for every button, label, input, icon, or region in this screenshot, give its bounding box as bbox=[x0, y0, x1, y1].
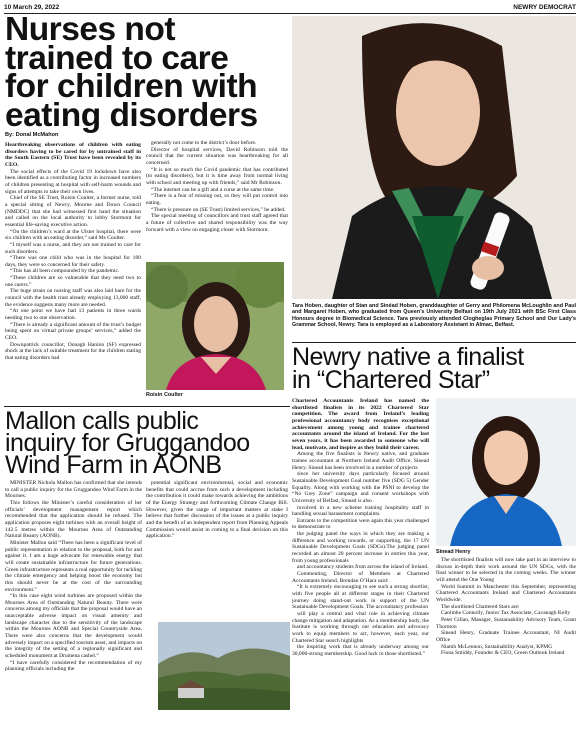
paragraph: The shortlisted Chartered Stars are: bbox=[441, 603, 520, 610]
headline-line: Wind Farm in AONB bbox=[5, 451, 222, 479]
headline-line: inquiry for Gruggandoo bbox=[5, 429, 250, 457]
paragraph: Peter Gillan, Manager, Sustainability Advisory Team, Grant Thornton bbox=[436, 616, 576, 630]
paragraph: “The internet can be a gift and a curse at the same time. bbox=[151, 186, 275, 193]
paragraph: Entrants to the competition were again this year challenged to demonstrate to bbox=[292, 517, 429, 531]
paragraph: “In this case eight wind turbines are proposed within the Mournes Area of Outstanding Natural Beauty. There were concerns among my officials that the proposal would have an unacceptable adverse impact on visual amenity and landscape character due to the sensitivity of the landscape within the Mournes AONB and Special Countryside Area. There were also concerns that the development would adversely impact on a specified tourism asset, and impacts on the integrity of the setting of a regionally significant and scheduled monument at Drumena cashel.” bbox=[5, 593, 142, 660]
paragraph: “There was one child who was in the hospital for 100 days, they were so concerned for their safety. bbox=[5, 255, 141, 268]
nurses-column-1 bbox=[5, 142, 141, 408]
mallon-column-1 bbox=[5, 480, 142, 732]
newry-headline bbox=[292, 343, 576, 394]
paragraph: “It is extremely encouraging to see such a strong shortlist, with five people all at different stages in their Chartered journey doing stand-out work in support of the UN Sustainable Development Goals. The accountancy profession bbox=[292, 584, 429, 611]
mallon-headline bbox=[5, 407, 295, 479]
paragraph: “It is not so much the Covid pandemic that has contributed (to eating disorders), but it is time away from normal living with school and meeting up with friends,” said Mr Robinson. bbox=[146, 166, 288, 186]
paragraph: “I myself was a nurse, and they are not trained to care for such disorders. bbox=[5, 241, 141, 255]
paragraph: “On the children’s ward at the Ulster hospital, there were six children with an eating disorder,” said Ms Coulter. bbox=[5, 228, 141, 242]
nurses-headline bbox=[5, 11, 305, 134]
landscape-image bbox=[158, 622, 290, 710]
paragraph: “I have carefully considered the recommendation of my planning officials including the bbox=[5, 659, 142, 673]
paragraph: The shortlisted finalists will now take part in an interview to discuss in-depth their work around the UN SDGs, with the final winner to be selected in the coming weeks. The winner will attend the One Young bbox=[436, 557, 576, 583]
headline-line: Mallon calls public bbox=[5, 407, 199, 435]
mallon-column-2 bbox=[146, 480, 288, 560]
paragraph: The social effects of the Covid 19 lockdown have also been identified as a contributing factor in increased numbers of children presenting at hospital with self-harm wounds and signs of attempts to take their own lives. bbox=[5, 168, 141, 195]
paragraph: “At one point we have had 13 patients in three wards needing two to one observation. bbox=[5, 308, 141, 322]
paragraph: generally not come to the district’s door before. bbox=[151, 140, 257, 146]
paragraph: and accountancy students from across the island of Ireland. bbox=[297, 564, 429, 571]
paragraph: “There is a fear of missing out, so they will put control into eating. bbox=[146, 193, 288, 206]
paragraph: involved in a new scheme training hospitality staff in handling sexual harassment complaints. bbox=[292, 504, 429, 518]
roisin-caption: Roisin Coulter bbox=[146, 392, 183, 398]
paragraph: Minister Mallon said “There has been a significant level of public representation in relation to the proposal, both for and against it. I am a huge advocate for renewable energy that will create sustainable infrastructure for future generations. Green infrastructure represents a real opportunity for tackling the climate emergency and helping boost the economy but this should never be at the cost of the surrounding environment.” bbox=[5, 539, 142, 593]
paragraph: Commenting, Director of Members at Chartered Accountants Ireland, Brendan O’Hara said: bbox=[292, 571, 429, 584]
portrait-image bbox=[146, 262, 284, 390]
nurses-byline: By: Donal McMahon bbox=[5, 132, 59, 138]
page-date: 10 March 29, 2022 bbox=[4, 4, 60, 11]
paragraph: “There is already a significant amount of the trust’s budget being spent on virtual private groups’ services,” added the CEO. bbox=[5, 321, 141, 342]
headline-line: trained to care bbox=[5, 39, 229, 77]
paragraph: Chief of the SE Trust, Roisin Coulter, a former nurse, told a special sitting of Newry, Mourne and Down Council (NMDDC) that she had witnessed first hand the situation and called on the local authority to lobby Stormont for essential life-saving executive action. bbox=[5, 195, 141, 228]
graduation-image bbox=[292, 16, 576, 299]
paragraph: the inspiring work that is already underway among our 30,000-strong membership. Good luck to those shortlisted.” bbox=[292, 644, 429, 657]
paragraph: Caoimhe Connolly, Junior Tax Associate, Cavanagh Kelly bbox=[441, 610, 571, 617]
mourne-landscape-photo bbox=[158, 622, 290, 710]
portrait-image bbox=[436, 398, 576, 546]
headline-line: for children with bbox=[5, 68, 258, 105]
paragraph: the judging panel the ways in which they are making a difference and working towards, or supporting, the 17 UN Sustainable Development Goals (SDGs).The judging panel recorded an almost 20 percent increase in entries this year, from young professionals bbox=[292, 531, 429, 564]
paragraph: since her university days particularly focused around Sustainable Development Goal number five (SDG 5) Gender Equality. Along with working with the PSNI to develop the “No Grey Zone” campaign and consent workshops with University of Belfast, Sinead is also bbox=[292, 471, 429, 504]
sinead-henry-photo bbox=[436, 398, 576, 546]
paragraph: MINISTER Nichola Mallon has confirmed that she intends to call a public inquiry for the Gruggandoo Wind Farm in the Mournes. bbox=[5, 480, 142, 500]
paragraph: will play a central and vital role in achieving climate change mitigation and adaptation. As a membership body, the Institute is working through our education and advocacy work to equip members to act, however, each year, our Chartered Star search highlights bbox=[292, 611, 429, 644]
paragraph: “There is pressure on (SE Trust) limited services,” he added. bbox=[151, 206, 286, 213]
paragraph: Niamh McLennon, Sustainability Analyst, KPMG bbox=[441, 643, 553, 650]
sinead-caption: Sinead Henry bbox=[436, 549, 471, 555]
paragraph: Heartbreaking observations of children with eating disorders having to be cared for by untrained staff in the South Eastern (SE) Trust have been revealed by its CEO. bbox=[5, 142, 141, 168]
paragraph: Downpatrick councillor, Oonagh Hanlon (SF) expressed shock at the lack of suitable treatment for the children stating that eating disorders had bbox=[5, 341, 141, 361]
headline-line: in “Chartered Star” bbox=[292, 365, 490, 394]
tara-caption: Tara Hoben, daughter of Stan and Sinéad Hoben, granddaughter of Gerry and Philomena McLoughlin and Paul and Margaret Hoben, who graduated from Queen’s University Belfast on 19th July 2021 with BSc First Class Honours degree in Biomedical Science. Tara previously attended Clogheglas Primary School and Our Lady’s Grammar School, Newry. Tara is employed as a Laboratory Assistant in Almac, Belfast. bbox=[292, 303, 576, 328]
tara-hoben-photo bbox=[292, 16, 576, 299]
headline-line: Nurses not bbox=[5, 11, 175, 48]
paragraph: Director of hospital services, David Robinson told the council that the current situation was heartbreaking for all concerned. bbox=[146, 146, 288, 166]
paper-name: NEWRY DEMOCRAT bbox=[513, 4, 576, 11]
paragraph: World Summit in Manchester this September, representing Chartered Accountants Ireland and Chartered Accountants Worldwide. bbox=[436, 583, 576, 603]
paragraph: Among the five finalists is Newry native, and graduate trainee accountant at Northern Ireland Audit Office, Sinead Henry. Sinead has been involved in a number of projects bbox=[292, 451, 429, 471]
paragraph: “These children are so vulnerable that they need two to one carers.” bbox=[5, 275, 141, 288]
paragraph: Sinead Henry, Graduate Trainee Accountant, NI Audit Office bbox=[436, 630, 576, 643]
paragraph: Fiona Smiddy, Founder & CEO, Green Outlook Ireland bbox=[441, 650, 565, 657]
headline-line: eating disorders bbox=[5, 96, 258, 134]
nurses-column-2 bbox=[146, 140, 288, 258]
paragraph: Chartered Accountants Ireland has named the shortlisted finalists in its 2022 Chartered Star competition. The award from Ireland’s leading professional accountancy body recognises exceptional achievement among young and trainee chartered accountants around the island of Ireland. For the last seven years, it has been awarded to someone who will lead, motivate, and inspire as they build their career. bbox=[292, 398, 429, 451]
paragraph: The special meeting of councillors and trust staff agreed that a future of collective and shared responsibility was the way forward with a view on engaging closer with Stormont. bbox=[146, 213, 288, 233]
newry-column-2 bbox=[436, 557, 576, 733]
paragraph: The huge strain on nursing staff was also laid bare for the council with the health trust already employing 13,000 staff, the evidence suggests many more are needed. bbox=[5, 288, 141, 308]
roisin-coulter-photo bbox=[146, 262, 284, 390]
newry-column-1 bbox=[292, 398, 429, 732]
headline-line: Newry native a finalist bbox=[292, 343, 524, 371]
paragraph: This follows the Minister’s careful consideration of her officials’ development management report which recommended that the application should be refused. The application proposes eight turbines with an overall height of 142.5 metres within the Mournes Area of Outstanding Natural Beauty (AONB). bbox=[5, 499, 142, 540]
paragraph: potential significant environmental, social and economic benefits that could accrue from such a development including the contribution it could make towards achieving the ambitions of the Energy Strategy and forthcoming Climate Change Bill. However, given the range of important matters at stake I believe that further discussion of the issues at a public inquiry and the benefit of an independent report from Planning Appeals Commission would assist in coming to a final decision on this application.” bbox=[146, 480, 288, 540]
paragraph: “This has all been compounded by the pandemic. bbox=[10, 268, 120, 275]
